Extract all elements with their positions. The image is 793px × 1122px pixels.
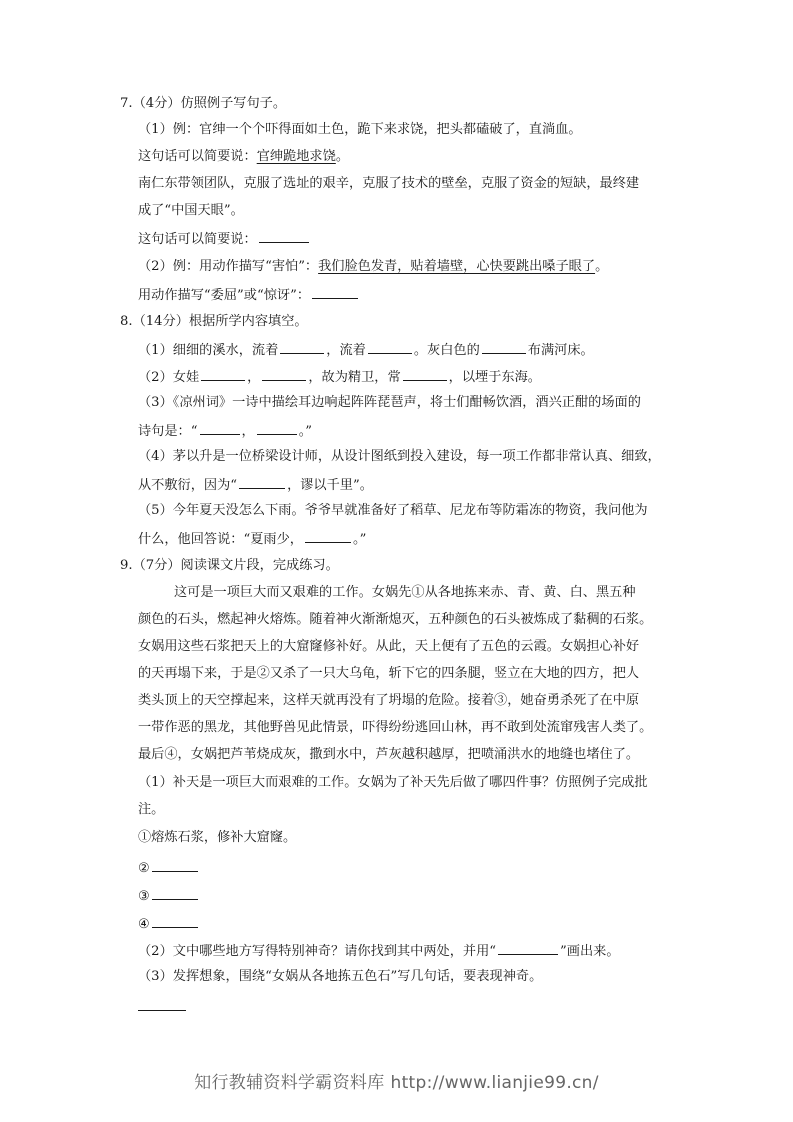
q7-part2-task: 用动作描写“委屈”或“惊讶”： xyxy=(138,284,360,304)
q7-part1-example: （1）例：官绅一个个吓得面如土色，跪下来求饶，把头都磕破了，直淌血。 xyxy=(138,122,582,137)
page-footer xyxy=(0,1068,793,1093)
answer-blank[interactable] xyxy=(280,339,324,354)
footer-site-name: 知行教辅资料学霸资料库 xyxy=(194,1073,385,1093)
q8-part3-line1: （3）《凉州词》一诗中描绘耳边响起阵阵琵琶声，将士们酣畅饮酒，酒兴正酣的场面的 xyxy=(138,395,641,410)
q9-part1-example: ①熔炼石浆，修补大窟窿。 xyxy=(138,830,297,845)
footer-url[interactable]: http://www.lianjie99.cn/ xyxy=(390,1073,599,1093)
q9-part3-answer xyxy=(138,996,188,1016)
q9-part1-line1: （1）补天是一项巨大而艰难的工作。女娲为了补天先后做了哪四件事？仿照例子完成批 xyxy=(138,775,648,790)
q8-part2: （2）女娃 ， ，故为精卫，常 ，以堙于东海。 xyxy=(138,366,541,386)
q7-header: 7.（4分）仿照例子写句子。 xyxy=(120,96,287,111)
q8-part4-line1: （4）茅以升是一位桥梁设计师，从设计图纸到投入建设，每一项工作都非常认真、细致， xyxy=(138,449,661,464)
answer-blank[interactable] xyxy=(239,474,285,489)
q8-part5-line2: 什么，他回答说：“夏雨少， 。” xyxy=(138,528,366,548)
q7-part2-example-answer: 我们脸色发青，贴着墙壁，心快要跳出嗓子眼了 xyxy=(318,259,596,274)
answer-blank[interactable] xyxy=(201,366,245,381)
passage-line: 类头顶上的天空撑起来，这样天就再没有了坍塌的危险。接着③，她奋勇杀死了在中原 xyxy=(138,693,640,708)
q7-part2-example: （2）例：用动作描写“害怕”：我们脸色发青，贴着墙壁，心快要跳出嗓子眼了。 xyxy=(138,259,609,274)
passage-line: 女娲用这些石浆把天上的大窟窿修补好。从此，天上便有了五色的云霞。女娲担心补好 xyxy=(138,639,640,654)
answer-blank[interactable] xyxy=(262,366,306,381)
answer-blank[interactable] xyxy=(305,528,351,543)
q8-part3-line2: 诗句是：“ ， 。” xyxy=(138,420,312,440)
q9-part3: （3）发挥想象，围绕“女娲从各地拣五色石”写几句话，要表现神奇。 xyxy=(138,969,543,984)
answer-blank[interactable] xyxy=(152,857,198,872)
answer-blank[interactable] xyxy=(482,339,526,354)
q9-part1-blank-2: ② xyxy=(138,857,200,877)
answer-blank[interactable] xyxy=(259,228,309,243)
q9-header: 9.（7分）阅读课文片段，完成练习。 xyxy=(120,558,339,573)
passage-line: 一带作恶的黑龙，其他野兽见此情景，吓得纷纷逃回山林，再不敢到处流窜残害人类了。 xyxy=(138,720,653,735)
answer-blank[interactable] xyxy=(138,996,186,1011)
q7-part1-task-line2: 成了“中国天眼”。 xyxy=(138,203,244,218)
q9-part1-line2: 注。 xyxy=(138,802,165,817)
q8-part4-line2: 从不敷衍，因为“ ，谬以千里”。 xyxy=(138,474,373,494)
passage-line: 的天再塌下来，于是②又杀了一只大乌龟，斩下它的四条腿，竖立在大地的四方，把人 xyxy=(138,666,640,681)
answer-blank[interactable] xyxy=(257,420,297,435)
q7-part1-summary-answer: 官绅跪地求饶 xyxy=(256,149,336,164)
answer-blank[interactable] xyxy=(498,940,558,955)
q7-part1-task-line1: 南仁东带领团队，克服了选址的艰辛，克服了技术的壁垒，克服了资金的短缺，最终建 xyxy=(138,176,640,191)
answer-blank[interactable] xyxy=(368,339,412,354)
q8-header: 8.（14分）根据所学内容填空。 xyxy=(120,314,308,329)
q7-part1-task-summary: 这句话可以简要说： xyxy=(138,228,311,248)
q8-part1: （1）细细的溪水，流着 ，流着 。灰白色的 布满河床。 xyxy=(138,339,594,359)
q8-part5-line1: （5）今年夏天没怎么下雨。爷爷早就准备好了稻草、尼龙布等防霜冻的物资，我问他为 xyxy=(138,503,648,518)
passage-line: 最后④，女娲把芦苇烧成灰，撒到水中，芦灰越积越厚，把喷涌洪水的地缝也堵住了。 xyxy=(138,747,640,762)
answer-blank[interactable] xyxy=(152,885,198,900)
passage-line: 这可是一项巨大而又艰难的工作。女娲先①从各地拣来赤、青、黄、白、黑五种 xyxy=(174,585,636,600)
answer-blank[interactable] xyxy=(200,420,240,435)
answer-blank[interactable] xyxy=(312,284,358,299)
q9-part2: （2）文中哪些地方写得特别神奇？请你找到其中两处，并用“ ”画出来。 xyxy=(138,940,620,960)
passage-line: 颜色的石头，燃起神火熔炼。随着神火渐渐熄灭，五种颜色的石头被炼成了黏稠的石浆。 xyxy=(138,612,653,627)
answer-blank[interactable] xyxy=(403,366,447,381)
q9-part1-blank-4: ④ xyxy=(138,913,200,933)
answer-blank[interactable] xyxy=(152,913,198,928)
q7-part1-summary: 这句话可以简要说：官绅跪地求饶。 xyxy=(138,149,349,164)
q9-part1-blank-3: ③ xyxy=(138,885,200,905)
